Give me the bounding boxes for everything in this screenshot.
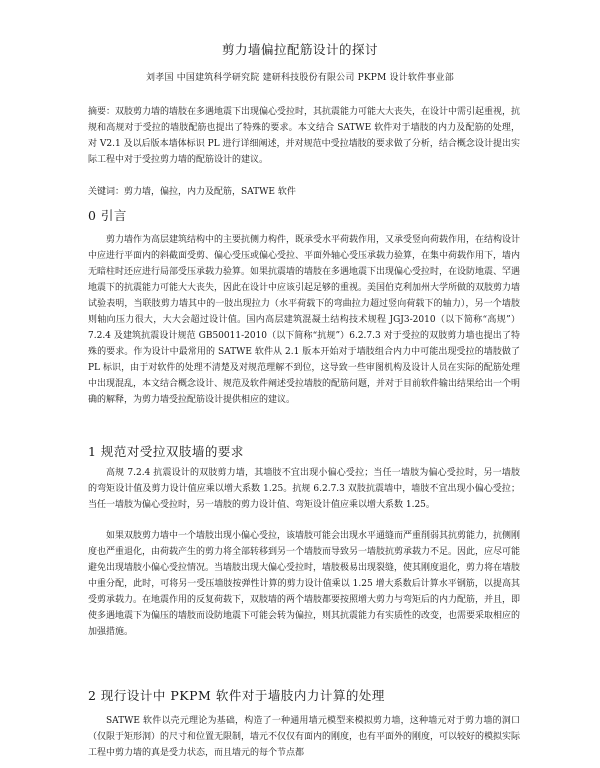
author-affiliations: 刘孝国 中国建筑科学研究院 建研科技股份有限公司 PKPM 设计软件事业部 bbox=[146, 73, 454, 83]
paper-title: 剪力墙偏拉配筋设计的探讨 bbox=[221, 42, 378, 57]
section-1-heading: 1 规范对受拉双肢墙的要求 bbox=[88, 444, 244, 459]
keywords: 关键词：剪力墙，偏拉，内力及配筋，SATWE 软件 bbox=[88, 187, 296, 197]
section-0-paragraph: 剪力墙作为高层建筑结构中的主要抗侧力构件，既承受水平荷载作用，又承受竖向荷载作用，在结构设计中应进行平面内的斜截面受剪、偏心受压或偏心受拉、平面外轴心受压承载力验算，在集中荷载作用下，墙内无暗柱时还应进行局部受压承载力验算。如果抗震墙的墙肢在多遇地震下出现偏心受拉时，在设防地震、罕遇地震下的抗震能力可能大大丧失，因此在设计中应该引起足够的重视。美国伯克利加州大学所做的双肢剪力墙试验表明，当联肢剪力墙其中的一肢出现拉力（水平荷载下的弯曲拉力超过竖向荷载下的轴力），另一个墙肢则轴向压力很大，大大会超过设计值。国内高层建筑混凝土结构技术规程 JGJ3-2010（以下简称“高规”）7.2.4 及建筑抗震设计规范 GB50011-2010（以下简称“抗规”）6.2.7.3 对于受拉的双肢剪力墙也提出了特殊的要求。作为设计中最常用的 SATWE 软件从 2.1 版本开始对于墙肢组合内力中可能出现受拉的墙肢做了 PL 标识，由于对软件的处理不清楚及对规范理解不到位，这导致一些审图机构及设计人员在实际的配筋处理中出现混乱，本文结合概念设计、规范及软件阐述受拉墙肢的配筋问题，并对于目前软件输出结果给出一个明确的解释，为剪力墙受拉配筋设计提供相应的建议。 bbox=[88, 235, 521, 405]
abstract: 摘要：双肢剪力墙的墙肢在多遇地震下出现偏心受拉时，其抗震能力可能大大丧失，在设计中需引起重视，抗规和高规对于受拉的墙肢配筋也提出了特殊的要求。本文结合 SATWE 软件对于墙肢的内力及配筋的处理，对 V2.1 及以后版本墙体标识 PL 进行详细阐述，并对规范中受拉墙肢的要求做了分析，结合概念设计提出实际工程中对于受拉剪力墙的配筋设计的建议。 bbox=[88, 107, 521, 165]
section-0-heading: 0 引言 bbox=[88, 208, 127, 223]
section-1-paragraph-1: 高规 7.2.4 抗震设计的双肢剪力墙，其墙肢不宜出现小偏心受拉；当任一墙肢为偏心受拉时，另一墙肢的弯矩设计值及剪力设计值应乘以增大系数 1.25。抗规 6.2.7.3 双肢抗震墙中，墙肢不宜出现小偏心受拉；当任一墙肢为偏心受拉时，另一墙肢的剪力设计值、弯矩设计值应乘以增大系数 1.25。 bbox=[88, 468, 520, 510]
section-2-paragraph: SATWE 软件以壳元理论为基础，构造了一种通用墙元模型来模拟剪力墙，这种墙元对于剪力墙的洞口（仅限于矩形洞）的尺寸和位置无限制，墙元不仅仅有面内的刚度，也有平面外的刚度，可以较好的模拟实际工程中剪力墙的真是受力状态，而且墙元的每个节点都 bbox=[88, 716, 521, 758]
section-1-paragraph-2: 如果双肢剪力墙中一个墙肢出现小偏心受拉，该墙肢可能会出现水平通缝而严重削弱其抗剪能力，抗侧刚度也严重退化，由荷载产生的剪力将全部转移到另一个墙肢而导致另一墙肢抗剪承载力不足。因此，应尽可能避免出现墙肢小偏心受拉情况。当墙肢出现大偏心受拉时，墙肢极易出现裂缝，使其刚度退化，剪力将在墙肢中重分配，此时，可将另一受压墙肢按弹性计算的剪力设计值乘以 1.25 增大系数后计算水平钢筋，以提高其受剪承载力。在地震作用的反复荷载下，双肢墙的两个墙肢都要按照增大剪力与弯矩后的内力配筋，并且，即使多遇地震下为偏压的墙肢而设防地震下可能会转为偏拉，则其抗震能力有实质性的改变，也需要采取相应的加强措施。 bbox=[88, 531, 521, 637]
section-2-heading: 2 现行设计中 PKPM 软件对于墙肢内力计算的处理 bbox=[88, 688, 385, 703]
